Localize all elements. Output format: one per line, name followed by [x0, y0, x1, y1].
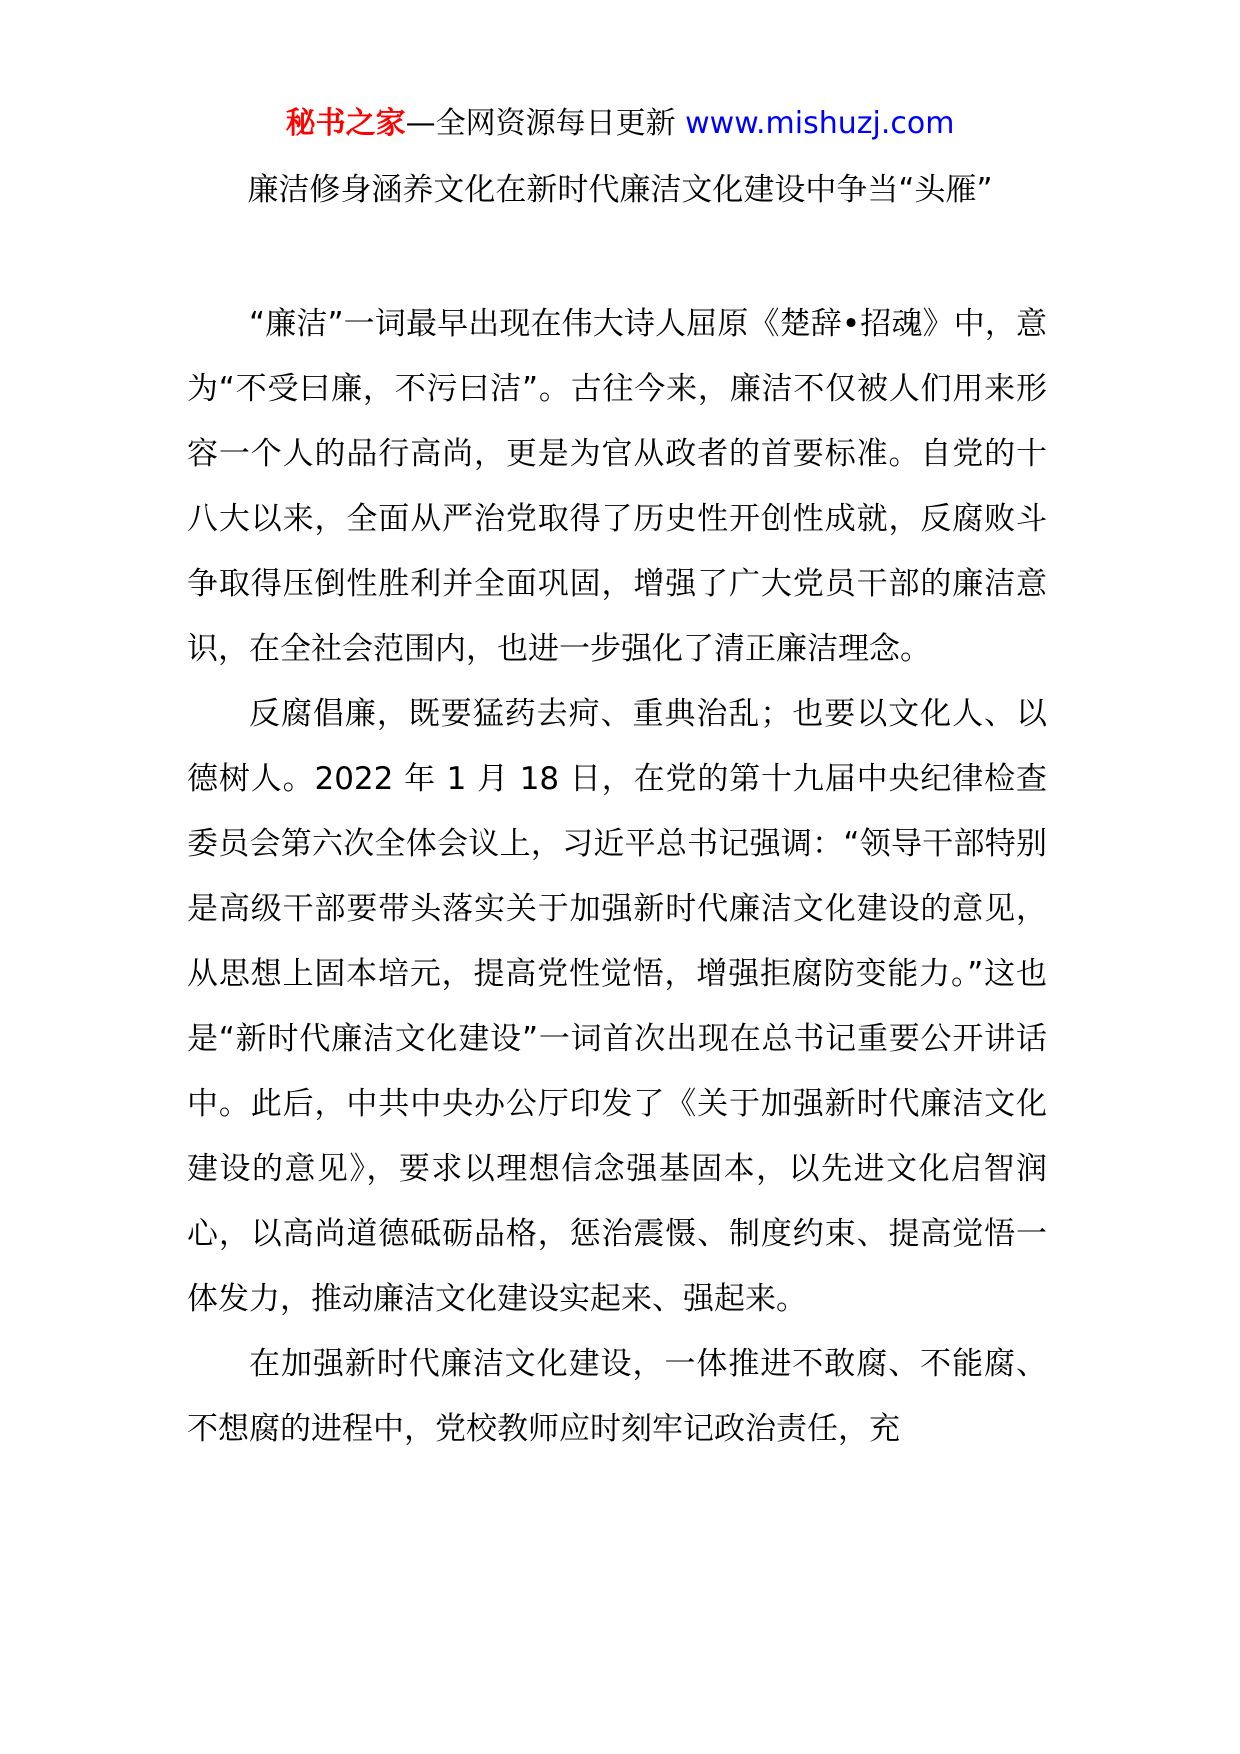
- paragraph: “廉洁”一词最早出现在伟大诗人屈原《楚辞•招魂》中，意为“不受曰廉，不污曰洁”。古往今来，廉洁不仅被人们用来形容一个人的品行高尚，更是为官从政者的首要标准。自党的十八大以来，全面从严治党取得了历史性开创性成就，反腐败斗争取得压倒性胜利并全面巩固，增强了广大党员干部的廉洁意识，在全社会范围内，也进一步强化了清正廉洁理念。: [187, 306, 1047, 667]
- brand-name: 秘书之家: [285, 106, 406, 141]
- document-title: 廉洁修身涵养文化在新时代廉洁文化建设中争当“头雁”: [247, 172, 993, 208]
- site-url-link[interactable]: www.mishuzj.com: [685, 106, 955, 141]
- site-header: [0, 102, 1240, 146]
- paragraph: 在加强新时代廉洁文化建设，一体推进不敢腐、不能腐、不想腐的进程中，党校教师应时刻牢记政治责任，充: [187, 1346, 1047, 1447]
- header-tagline: —全网资源每日更新: [405, 106, 686, 141]
- paragraph: 反腐倡廉，既要猛药去疴、重典治乱；也要以文化人、以德树人。2022 年 1 月 18 日，在党的第十九届中央纪律检查委员会第六次全体会议上，习近平总书记强调：“领导干部特别是高级干部要带头落实关于加强新时代廉洁文化建设的意见，从思想上固本培元，提高党性觉悟，增强拒腐防变能力。”这也是“新时代廉洁文化建设”一词首次出现在总书记重要公开讲话中。此后，中共中央办公厅印发了《关于加强新时代廉洁文化建设的意见》，要求以理想信念强基固本，以先进文化启智润心，以高尚道德砥砺品格，惩治震慑、制度约束、提高觉悟一体发力，推动廉洁文化建设实起来、强起来。: [187, 696, 1047, 1317]
- document-body: [187, 292, 1047, 1462]
